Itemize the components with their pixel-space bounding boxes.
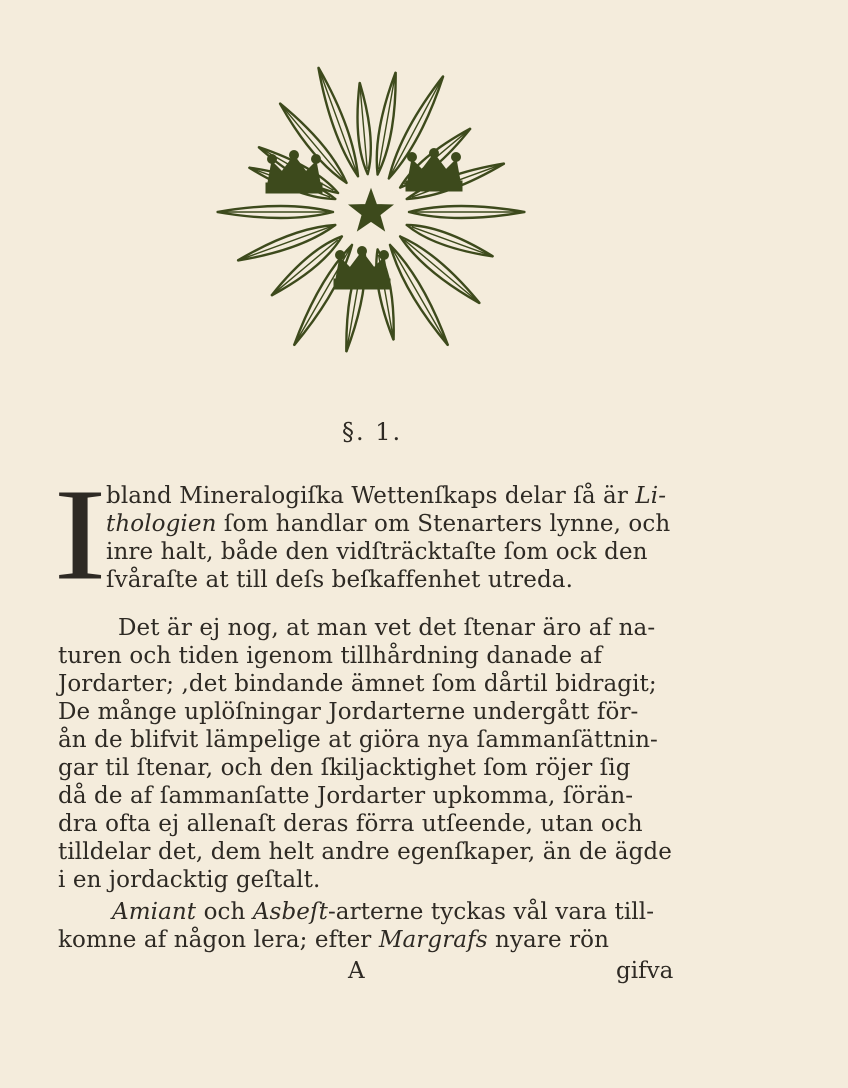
text-run: i en jordacktig geſtalt. (58, 867, 321, 893)
crown-star-ornament-icon (212, 72, 530, 362)
text-line (106, 566, 686, 594)
text-line (106, 510, 686, 538)
text-line (58, 670, 698, 698)
text-run: bland Mineralogiſka Wettenſkaps delar ſå är (106, 483, 636, 509)
section-heading: §. 1. (342, 418, 403, 446)
text-run: -arterne tyckas vål vara till- (327, 899, 655, 925)
text-line (58, 642, 698, 670)
text-run: komne af någon lera; efter (58, 927, 379, 953)
text-line (106, 482, 686, 510)
paragraph-1 (106, 482, 686, 594)
text-line (58, 726, 698, 754)
text-line (58, 926, 698, 954)
text-run: nyare rön (487, 927, 610, 953)
text-run: tilldelar det, dem helt andre egenſkaper, än de ägde (58, 839, 672, 865)
text-line (58, 810, 698, 838)
text-run: inre halt, både den vidſträcktaſte ſom ock den (106, 539, 648, 565)
text-run: gar til ſtenar, och den ſkiljacktighet ſom röjer ſig (58, 755, 631, 781)
text-run: ſom handlar om Stenarters lynne, och (216, 511, 671, 537)
catchword: gifva (616, 958, 674, 984)
drop-cap-initial (53, 461, 107, 608)
paragraph-3 (58, 898, 698, 954)
text-line (58, 898, 698, 926)
text-line (58, 838, 698, 866)
svg-text:I: I (53, 461, 107, 608)
text-line (58, 614, 698, 642)
text-line (58, 782, 698, 810)
italic-text: thologien (106, 511, 217, 537)
text-line (106, 538, 686, 566)
text-run: ån de blifvit lämpelige at giöra nya ſammanſättnin- (58, 727, 658, 753)
text-run: turen och tiden igenom tillhårdning danade af (58, 643, 603, 669)
text-run: ſvåraſte at till deſs beſkaffenhet utreda. (106, 567, 573, 593)
text-run: då de af ſammanſatte Jordarter upkomma, ſörän- (58, 783, 634, 809)
text-line (58, 698, 698, 726)
italic-text: Asbeſt (252, 899, 328, 925)
text-run: Jordarter; ,det bindande ämnet ſom dårtil bidragit; (58, 671, 657, 697)
italic-text: Amiant (112, 899, 197, 925)
italic-text: Li- (635, 483, 667, 509)
signature-mark: A (348, 958, 365, 984)
italic-text: Margrafs (378, 927, 488, 953)
paragraph-2 (58, 614, 698, 894)
text-run: De månge uplöſningar Jordarterne undergått för- (58, 699, 639, 725)
page-footer (58, 958, 688, 986)
text-line (58, 866, 698, 894)
text-line (58, 754, 698, 782)
text-run: dra ofta ej allenaſt deras förra utſeende, utan och (58, 811, 643, 837)
text-run: Det är ej nog, at man vet det ſtenar äro af na- (118, 615, 656, 641)
text-run: och (196, 899, 253, 925)
